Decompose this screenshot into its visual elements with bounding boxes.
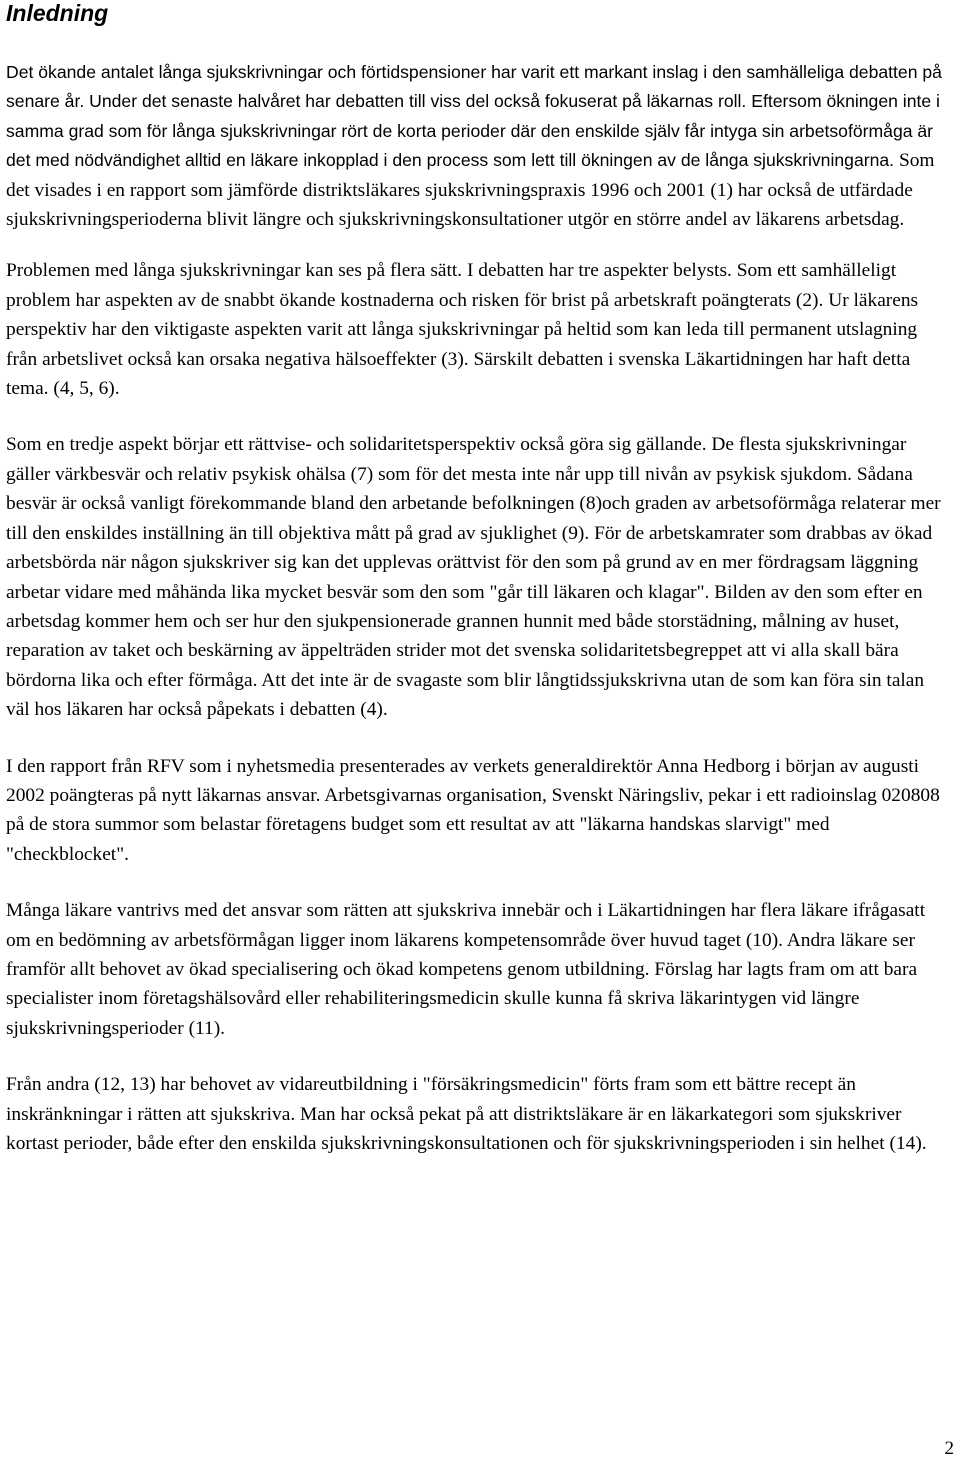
paragraph-2 (6, 256, 952, 403)
paragraph-6-text: Från andra (12, 13) har behovet av vidareutbildning i "försäkringsmedicin" förts fram som ett bättre recept än inskränkningar i rätten att sjukskriva. Man har också pekat på att distriktsläkare är en läkarkategori som sjukskriver kortast perioder, både efter den enskilda sjukskrivningskonsultationen och för sjukskrivningsperioden i sin helhet (14). (6, 1074, 927, 1154)
page-number: 2 (944, 1438, 954, 1459)
paragraph-1-segment-1: Det ökande antalet långa sjukskrivningar och förtidspensioner har varit ett markant inslag i den samhälleliga debatten på senare år. Under det senaste halvåret har debatten till viss del också fokuserat på läkarnas roll. (6, 62, 942, 112)
paragraph-5-text: Många läkare vantrivs med det ansvar som rätten att sjukskriva innebär och i Läkartidningen har flera läkare ifrågasatt om en bedömning av arbetsförmågan ligger inom läkarens kompetensområde över huvud taget (10). Andra läkare ser framför allt behovet av ökad specialisering och ökad kompetens genom utbildning. Förslag har lagts fram om att bara specialister inom företagshälsovård eller rehabiliteringsmedicin skulle kunna få skriva läkarintygen vid längre sjukskrivningsperioder (11). (6, 900, 926, 1039)
paragraph-5 (6, 896, 952, 1043)
paragraph-4 (6, 752, 952, 870)
section-heading: Inledning (6, 0, 109, 26)
paragraph-3-text: Som en tredje aspekt börjar ett rättvise- och solidaritetsperspektiv också göra sig gällande. De flesta sjukskrivningar gäller värkbesvär och relativ psykisk ohälsa (7) som för det mesta inte når upp till nivån av psykisk sjukdom. Sådana besvär är också vanligt förekommande bland den arbetande befolkningen (8)och graden av arbetsoförmåga relaterar mer till den enskildes inställning än till objektiva mått på grad av sjuklighet (9). För de arbetskamrater som drabbas av ökad arbetsbörda när någon sjukskriver sig kan det upplevas orättvist för den som på grund av en mer fördragsam läggning arbetar vidare med måhända lika mycket besvär som den som "går till läkaren och klagar". Bilden av den som efter en arbetsdag kommer hem och ser hur den sjukpensionerade grannen hunnit med både storstädning, målning av huset, reparation av taket och beskärning av äppelträden strider mot det svenska solidaritetsbegreppet att vi alla skall bära bördorna lika och efter förmåga. Att det inte är de svagaste som blir långtidssjukskrivna utan de som kan föra sin talan väl hos läkaren har också påpekats i debatten (4). (6, 434, 941, 721)
spacer (6, 26, 952, 58)
document-page (6, 0, 952, 1158)
paragraph-2-text: Problemen med långa sjukskrivningar kan ses på flera sätt. I debatten har tre aspekter belysts. Som ett samhälleligt problem har aspekten av de snabbt ökande kostnaderna och risken för brist på arbetskraft poängterats (2). Ur läkarens perspektiv har den viktigaste aspekten varit att långa sjukskrivningar på heltid som kan leda till permanent utslagning från arbetslivet också kan orsaka negativa hälsoeffekter (3). Särskilt debatten i svenska Läkartidningen har haft detta tema. (4, 5, 6). (6, 260, 919, 400)
paragraph-1-segment-3: Som det visades i en rapport som jämförde distriktsläkares sjukskrivningspraxis 1996 och 2001 (1) har också de utfärdade sjukskrivningsperioderna blivit längre och sjukskrivningskonsultationer utgör en större andel av läkarens arbetsdag. (6, 150, 935, 231)
paragraph-6 (6, 1070, 952, 1158)
paragraph-1-segment-2: Eftersom ökningen inte i samma grad som för långa sjukskrivningar rört de korta perioder där den enskilde själv får intyga sin arbetsoförmåga är det med nödvändighet alltid en läkare inkopplad i den process som lett till ökningen av de långa sjukskrivningarna. (6, 91, 940, 171)
paragraph-1 (6, 58, 952, 234)
paragraph-4-text: I den rapport från RFV som i nyhetsmedia presenterades av verkets generaldirektör Anna Hedborg i början av augusti 2002 poängteras på nytt läkarnas ansvar. Arbetsgivarnas organisation, Svenskt Näringsliv, pekar i ett radioinslag 020808 på de stora summor som belastar företagens budget som ett resultat av att "läkarna handskas slarvigt" med "checkblocket". (6, 755, 940, 865)
paragraph-3 (6, 430, 952, 724)
